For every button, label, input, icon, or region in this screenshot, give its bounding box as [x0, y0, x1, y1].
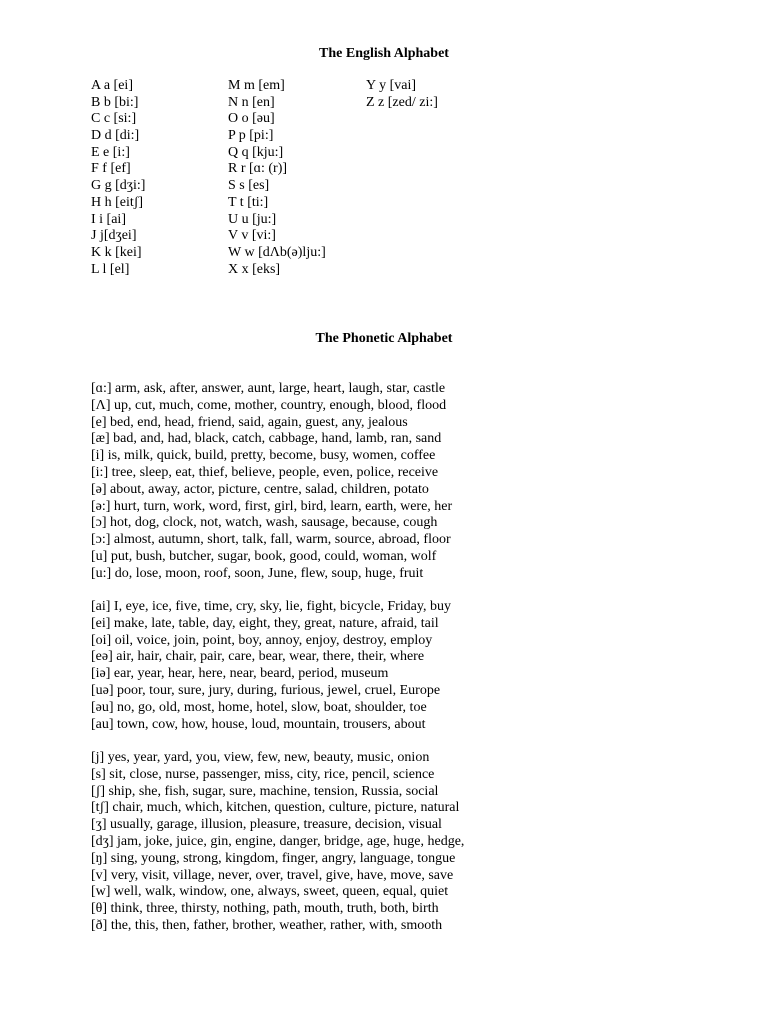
phonetic-group-consonants — [91, 750, 751, 935]
phonetic-line: [w] well, walk, window, one, always, sweet, queen, equal, quiet — [91, 884, 449, 900]
phonetic-line: [u] put, bush, butcher, sugar, book, good, could, woman, wolf — [91, 548, 437, 564]
phonetic-group-vowels — [91, 381, 751, 583]
phonetic-line: [j] yes, year, yard, you, view, few, new, beauty, music, onion — [91, 750, 430, 765]
phonetic-line: [ʒ] usually, garage, illusion, pleasure, treasure, decision, visual — [91, 817, 442, 833]
alphabet-entry: G g [dʒi:] — [91, 178, 146, 194]
alphabet-column-1 — [91, 78, 145, 278]
phonetic-line: [oi] oil, voice, join, point, boy, annoy, enjoy, destroy, employ — [91, 632, 433, 648]
phonetic-line: [ŋ] sing, young, strong, kingdom, finger, angry, language, tongue — [91, 850, 456, 866]
alphabet-entry: F f [ef] — [91, 161, 131, 177]
alphabet-entry: M m [em] — [228, 78, 285, 93]
english-alphabet-title: The English Alphabet — [319, 46, 449, 61]
alphabet-entry: H h [eitʃ] — [91, 194, 144, 210]
alphabet-entry: N n [en] — [228, 94, 275, 110]
alphabet-entry: Z z [zed/ zi:] — [366, 94, 438, 110]
phonetic-line: [ɔ] hot, dog, clock, not, watch, wash, sausage, because, cough — [91, 515, 438, 531]
phonetic-alphabet-title: The Phonetic Alphabet — [315, 331, 453, 346]
alphabet-entry: L l [el] — [91, 261, 130, 277]
alphabet-entry: W w [dΛb(ə)lju:] — [228, 244, 326, 260]
phonetic-line: [eə] air, hair, chair, pair, care, bear, wear, there, their, where — [91, 649, 425, 665]
alphabet-entry: J j[dʒei] — [91, 228, 137, 244]
phonetic-line: [s] sit, close, nurse, passenger, miss, city, rice, pencil, science — [91, 766, 435, 782]
alphabet-entry: D d [di:] — [91, 128, 140, 144]
phonetic-line: [dʒ] jam, joke, juice, gin, engine, danger, bridge, age, huge, hedge, — [91, 833, 465, 849]
alphabet-entry: K k [kei] — [91, 244, 142, 260]
alphabet-entry: A a [ei] — [91, 78, 133, 93]
alphabet-entry: V v [vi:] — [228, 228, 276, 244]
phonetic-line: [ɑ:] arm, ask, after, answer, aunt, large, heart, laugh, star, castle — [91, 381, 446, 396]
alphabet-entry: R r [ɑ: (r)] — [228, 161, 288, 177]
phonetic-line: [ai] I, eye, ice, five, time, cry, sky, lie, fight, bicycle, Friday, buy — [91, 599, 451, 614]
phonetic-line: [u:] do, lose, moon, roof, soon, June, flew, soup, huge, fruit — [91, 565, 424, 581]
phonetic-line: [æ] bad, and, had, black, catch, cabbage, hand, lamb, ran, sand — [91, 431, 442, 447]
phonetic-line: [iə] ear, year, hear, here, near, beard, period, museum — [91, 666, 389, 682]
alphabet-entry: P p [pi:] — [228, 128, 274, 144]
phonetic-line: [uə] poor, tour, sure, jury, during, furious, jewel, cruel, Europe — [91, 682, 441, 698]
alphabet-entry: T t [ti:] — [228, 194, 269, 210]
phonetic-line: [ə:] hurt, turn, work, word, first, girl, bird, learn, earth, were, her — [91, 498, 453, 514]
alphabet-column-3 — [366, 78, 438, 111]
alphabet-entry: S s [es] — [228, 178, 270, 194]
phonetic-line: [e] bed, end, head, friend, said, again, guest, any, jealous — [91, 414, 408, 430]
phonetic-line: [ɔ:] almost, autumn, short, talk, fall, warm, source, abroad, floor — [91, 532, 451, 548]
alphabet-entry: E e [i:] — [91, 144, 130, 160]
phonetic-line: [Λ] up, cut, much, come, mother, country, enough, blood, flood — [91, 397, 447, 413]
phonetic-line: [ə] about, away, actor, picture, centre, salad, children, potato — [91, 481, 429, 497]
alphabet-entry: I i [ai] — [91, 211, 126, 227]
alphabet-entry: B b [bi:] — [91, 94, 139, 110]
alphabet-entry: U u [ju:] — [228, 211, 277, 227]
phonetic-group-diphthongs — [91, 599, 751, 733]
alphabet-entry: C c [si:] — [91, 111, 137, 127]
alphabet-entry: Y y [vai] — [366, 78, 417, 93]
phonetic-line: [v] very, visit, village, never, over, travel, give, have, move, save — [91, 867, 454, 883]
phonetic-line: [ð] the, this, then, father, brother, weather, rather, with, smooth — [91, 917, 443, 933]
phonetic-line: [tʃ] chair, much, which, kitchen, question, culture, picture, natural — [91, 800, 460, 816]
phonetic-line: [θ] think, three, thirsty, nothing, path, mouth, truth, both, birth — [91, 901, 439, 917]
phonetic-line: [ei] make, late, table, day, eight, they, great, nature, afraid, tail — [91, 615, 439, 631]
phonetic-line: [i] is, milk, quick, build, pretty, become, busy, women, coffee — [91, 448, 436, 464]
phonetic-line: [əu] no, go, old, most, home, hotel, slow, boat, shoulder, toe — [91, 699, 427, 715]
phonetic-line: [ʃ] ship, she, fish, sugar, sure, machine, tension, Russia, social — [91, 783, 439, 799]
alphabet-column-2 — [228, 78, 326, 278]
alphabet-entry: Q q [kju:] — [228, 144, 284, 160]
alphabet-entry: X x [eks] — [228, 261, 281, 277]
alphabet-entry: O o [əu] — [228, 111, 275, 127]
phonetic-line: [i:] tree, sleep, eat, thief, believe, people, even, police, receive — [91, 464, 439, 480]
phonetic-line: [au] town, cow, how, house, loud, mountain, trousers, about — [91, 716, 426, 732]
